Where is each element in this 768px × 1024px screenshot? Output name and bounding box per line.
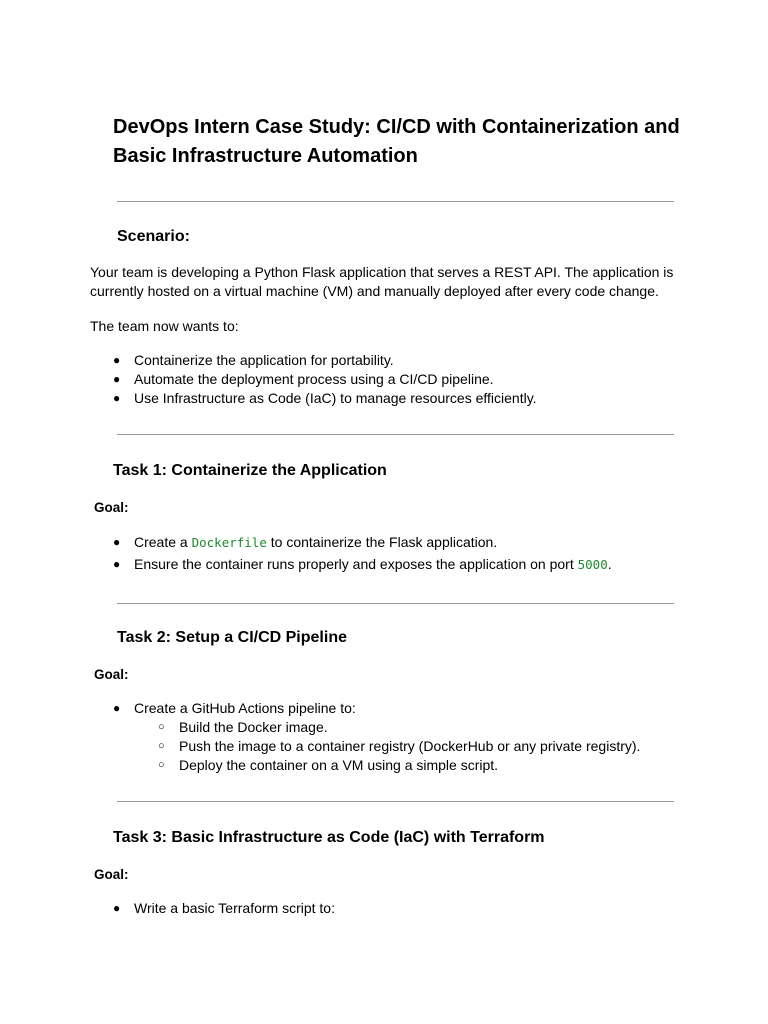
list-item: ● Use Infrastructure as Code (IaC) to manage resources efficiently. <box>113 390 537 406</box>
bullet-icon: ● <box>113 557 121 571</box>
divider <box>117 434 674 435</box>
scenario-wants: The team now wants to: <box>90 318 239 334</box>
task3-list <box>113 899 335 918</box>
list-item: ● Automate the deployment process using a CI/CD pipeline. <box>113 371 494 387</box>
bullet-icon: ● <box>113 535 121 549</box>
divider <box>117 603 674 604</box>
bullet-icon: ● <box>113 372 121 386</box>
bullet-icon: ● <box>113 701 121 715</box>
task1-list <box>113 533 612 574</box>
list-item: ● Create a GitHub Actions pipeline to: ○ Build the Docker image. ○ Push the image to a container registry (DockerHub or any private registry). ○ Deploy the container on a VM using a simple script. <box>113 700 641 773</box>
list-item: ○ Deploy the container on a VM using a simple script. <box>158 757 499 773</box>
task2-heading: Task 2: Setup a CI/CD Pipeline <box>117 629 347 646</box>
bullet-icon: ● <box>113 391 121 405</box>
task1-heading: Task 1: Containerize the Application <box>113 462 387 479</box>
scenario-paragraph: Your team is developing a Python Flask application that serves a REST API. The application is currently hosted on a virtual machine (VM) and manually deployed after every code change. <box>90 264 674 299</box>
list-item: ● Write a basic Terraform script to: <box>113 900 335 916</box>
divider <box>117 801 674 802</box>
task2-goal-label: Goal: <box>94 667 129 682</box>
dockerfile-code: Dockerfile <box>191 535 267 550</box>
list-item: ● Ensure the container runs properly and exposes the application on port 5000. <box>113 556 612 572</box>
port-code: 5000 <box>577 557 608 572</box>
scenario-list <box>113 351 537 408</box>
bullet-icon: ● <box>113 353 121 367</box>
page-title: DevOps Intern Case Study: CI/CD with Containerization and Basic Infrastructure Automation <box>113 116 680 167</box>
task3-heading: Task 3: Basic Infrastructure as Code (IaC) with Terraform <box>113 829 545 846</box>
task1-goal-label: Goal: <box>94 500 129 515</box>
sub-bullet-icon: ○ <box>158 740 165 752</box>
task2-sublist <box>134 718 640 775</box>
list-item: ○ Build the Docker image. <box>158 719 328 735</box>
task2-list <box>113 699 640 775</box>
sub-bullet-icon: ○ <box>158 721 165 733</box>
task3-goal-label: Goal: <box>94 867 129 882</box>
list-item: ● Containerize the application for portability. <box>113 352 394 368</box>
bullet-icon: ● <box>113 901 121 915</box>
divider <box>117 201 674 202</box>
list-item: ● Create a Dockerfile to containerize the Flask application. <box>113 534 498 550</box>
scenario-heading: Scenario: <box>117 228 190 245</box>
list-item: ○ Push the image to a container registry (DockerHub or any private registry). <box>158 738 641 754</box>
sub-bullet-icon: ○ <box>158 759 165 771</box>
